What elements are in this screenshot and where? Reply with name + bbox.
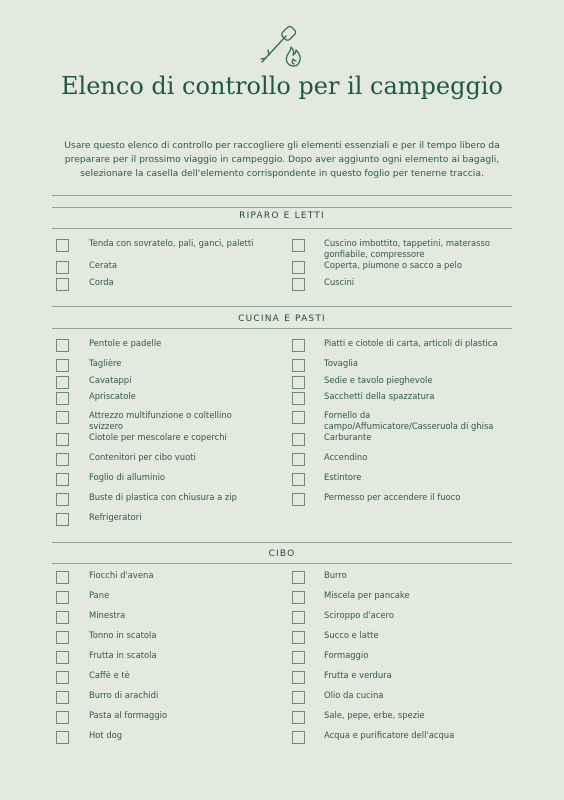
section-divider: [52, 542, 512, 543]
section-divider: [52, 195, 512, 196]
checklist-item-label: Frutta in scatola: [89, 650, 157, 660]
checkbox[interactable]: [292, 376, 305, 389]
checkbox[interactable]: [56, 631, 69, 644]
checklist-item-label: Accendino: [324, 452, 368, 462]
checkbox[interactable]: [292, 493, 305, 506]
checkbox[interactable]: [56, 591, 69, 604]
checkbox[interactable]: [56, 731, 69, 744]
checklist-item-label: Formaggio: [324, 650, 369, 660]
checklist-item-label: Acqua e purificatore dell'acqua: [324, 730, 455, 740]
section-divider: [52, 328, 512, 329]
section-divider: [52, 207, 512, 208]
checkbox[interactable]: [56, 711, 69, 724]
checklist-item-label: Carburante: [324, 432, 372, 442]
checkbox[interactable]: [292, 339, 305, 352]
checklist-item-label: Permesso per accendere il fuoco: [324, 492, 461, 502]
checklist-item-label: Caffè e tè: [89, 670, 130, 680]
checklist-item-label: Foglio di alluminio: [89, 472, 166, 482]
checkbox[interactable]: [292, 473, 305, 486]
checkbox[interactable]: [56, 691, 69, 704]
checklist-item-label: Estintore: [324, 472, 362, 482]
checklist-item-label: Minestra: [89, 610, 126, 620]
checklist-item-label: Olio da cucina: [324, 690, 384, 700]
checklist-item-label: Ciotole per mescolare e coperchi: [89, 432, 227, 442]
checklist-item-label: Pane: [89, 590, 110, 600]
checkbox[interactable]: [56, 453, 69, 466]
checkbox[interactable]: [56, 261, 69, 274]
page-title: Elenco di controllo per il campeggio: [61, 72, 503, 100]
marshmallow-fire-icon: [256, 18, 310, 70]
section-divider: [52, 228, 512, 229]
checkbox[interactable]: [56, 433, 69, 446]
checklist-item-label: Tonno in scatola: [89, 630, 157, 640]
checkbox[interactable]: [56, 411, 69, 424]
checkbox[interactable]: [56, 376, 69, 389]
section-heading: CIBO: [268, 549, 296, 559]
section-divider: [52, 563, 512, 564]
checkbox[interactable]: [56, 278, 69, 291]
checklist-item-label: Fornello da campo/Affumicatore/Casseruola di ghisa: [324, 410, 494, 431]
checklist-item-label: Apriscatole: [89, 391, 136, 401]
section-divider: [52, 306, 512, 307]
checklist-item-label: Cavatappi: [89, 375, 132, 385]
checkbox[interactable]: [292, 611, 305, 624]
checkbox[interactable]: [292, 631, 305, 644]
checkbox[interactable]: [56, 239, 69, 252]
checkbox[interactable]: [56, 611, 69, 624]
checkbox[interactable]: [292, 711, 305, 724]
checkbox[interactable]: [292, 571, 305, 584]
checklist-item-label: Sale, pepe, erbe, spezie: [324, 710, 425, 720]
checklist-item-label: Sciroppo d'acero: [324, 610, 394, 620]
section-heading: CUCINA E PASTI: [238, 314, 326, 324]
checkbox[interactable]: [292, 359, 305, 372]
checkbox[interactable]: [56, 493, 69, 506]
checklist-item-label: Cerata: [89, 260, 117, 270]
section-heading: RIPARO E LETTI: [239, 211, 325, 221]
checklist-item-label: Piatti e ciotole di carta, articoli di plastica: [324, 338, 498, 348]
checklist-item-label: Burro di arachidi: [89, 690, 159, 700]
checklist-item-label: Contenitori per cibo vuoti: [89, 452, 196, 462]
checkbox[interactable]: [56, 359, 69, 372]
checkbox[interactable]: [292, 261, 305, 274]
checklist-item-label: Burro: [324, 570, 347, 580]
checkbox[interactable]: [56, 651, 69, 664]
checkbox[interactable]: [56, 339, 69, 352]
checklist-item-label: Taglière: [89, 358, 122, 368]
checklist-item-label: Sedie e tavolo pieghevole: [324, 375, 433, 385]
checkbox[interactable]: [56, 473, 69, 486]
checklist-item-label: Sacchetti della spazzatura: [324, 391, 435, 401]
checkbox[interactable]: [56, 671, 69, 684]
checklist-item-label: Frutta e verdura: [324, 670, 392, 680]
checkbox[interactable]: [292, 411, 305, 424]
checkbox[interactable]: [56, 513, 69, 526]
checklist-item-label: Cuscini: [324, 277, 355, 287]
checklist-item-label: Coperta, piumone o sacco a pelo: [324, 260, 462, 270]
checkbox[interactable]: [292, 278, 305, 291]
checklist-item-label: Pentole e padelle: [89, 338, 162, 348]
checklist-item-label: Refrigeratori: [89, 512, 142, 522]
checkbox[interactable]: [292, 239, 305, 252]
checkbox[interactable]: [292, 651, 305, 664]
checkbox[interactable]: [292, 691, 305, 704]
checklist-item-label: Fiocchi d'avena: [89, 570, 154, 580]
checkbox[interactable]: [292, 591, 305, 604]
checklist-item-label: Hot dog: [89, 730, 123, 740]
checkbox[interactable]: [292, 453, 305, 466]
checkbox[interactable]: [292, 433, 305, 446]
checkbox[interactable]: [292, 731, 305, 744]
checklist-item-label: Cuscino imbottito, tappetini, materasso gonfiabile, compressore: [324, 238, 491, 259]
checklist-item-label: Succo e latte: [324, 630, 379, 640]
checklist-item-label: Attrezzo multifunzione o coltellino svizzero: [89, 410, 232, 431]
intro-text: Usare questo elenco di controllo per raccogliere gli elementi essenziali e per il tempo libero da preparare per il prossimo viaggio in campeggio. Dopo aver aggiunto ogni elemento ai bagagli, selezionare la casella dell'elemento corrispondente in questo foglio per tenerne traccia.: [64, 140, 500, 179]
checkbox[interactable]: [56, 392, 69, 405]
checklist-item-label: Buste di plastica con chiusura a zip: [89, 492, 237, 502]
checklist-item-label: Pasta al formaggio: [89, 710, 168, 720]
checkbox[interactable]: [292, 392, 305, 405]
checklist-item-label: Tenda con sovratelo, pali, ganci, paletti: [89, 238, 254, 248]
checkbox[interactable]: [292, 671, 305, 684]
checklist-item-label: Tovaglia: [324, 358, 359, 368]
checklist-item-label: Corda: [89, 277, 114, 287]
checkbox[interactable]: [56, 571, 69, 584]
checklist-item-label: Miscela per pancake: [324, 590, 410, 600]
